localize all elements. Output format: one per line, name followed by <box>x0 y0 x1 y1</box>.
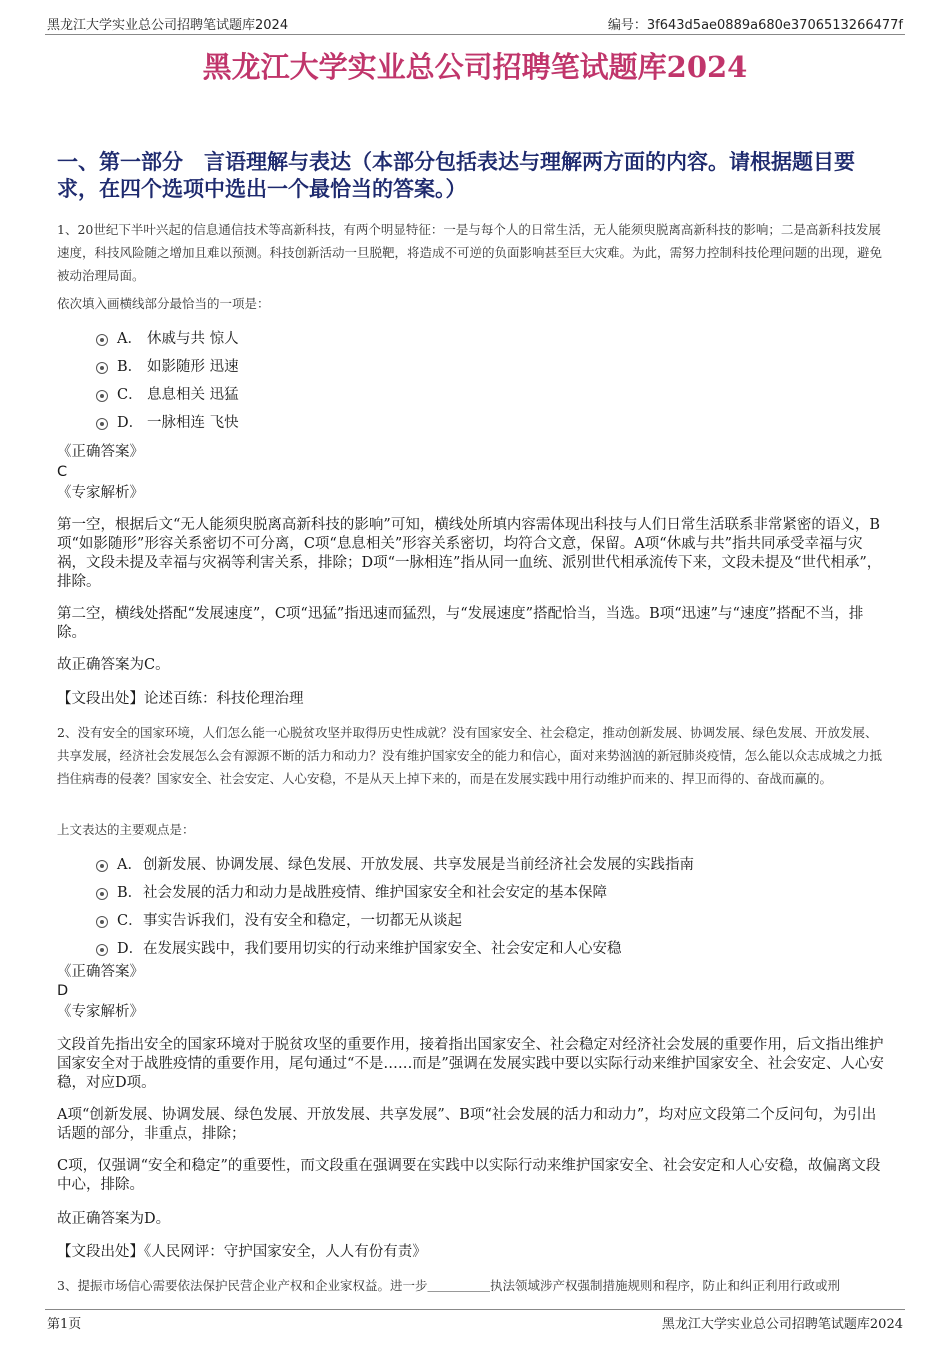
analysis-paragraph: C项，仅强调“安全和稳定”的重要性，而文段重在强调要在实践中以实际行动来维护国家安全、社会安定和人心安稳，故偏离文段中心，排除。 <box>57 1158 881 1193</box>
page-title: 黑龙江大学实业总公司招聘笔试题库2024 <box>202 50 748 84</box>
radio-icon[interactable] <box>96 362 108 374</box>
question-1-prompt: 依次填入画横线部分最恰当的一项是： <box>57 296 270 311</box>
header-left-title: 黑龙江大学实业总公司招聘笔试题库2024 <box>47 18 289 33</box>
footer-title: 黑龙江大学实业总公司招聘笔试题库2024 <box>661 1317 903 1332</box>
radio-icon[interactable] <box>96 916 108 928</box>
analysis-paragraph: A项“创新发展、协调发展、绿色发展、开放发展、共享发展”、B项“社会发展的活力和动力”，均对应文段第二个反问句，为引出话题的部分，非重点，排除； <box>57 1107 877 1142</box>
page-number: 第1页 <box>47 1317 82 1332</box>
option-d[interactable]: D． 在发展实践中，我们要用切实的行动来维护国家安全、社会安定和人心安稳 <box>96 935 890 963</box>
question-1-options <box>96 325 890 437</box>
analysis-label: 《专家解析》 <box>57 485 144 501</box>
analysis-label: 《专家解析》 <box>57 1004 144 1020</box>
option-b[interactable]: B． 如影随形 迅速 <box>96 353 890 381</box>
analysis-paragraph: 第一空，根据后文“无人能须臾脱离高新科技的影响”可知，横线处所填内容需体现出科技与人们日常生活联系非常紧密的语义，B项“如影随形”形容关系密切不可分离，C项“息息相关”形容关系密切，均符合文意，保留。A项“休戚与共”指共同承受幸福与灾祸，文段未提及幸福与灾祸等利害关系，排除；D项“一脉相连”指从同一血统、派别世代相承流传下来，文段未提及“世代相承”，排除。 <box>57 517 882 590</box>
question-2-options <box>96 851 890 963</box>
question-3-stem: 3、提振市场信心需要依法保护民营企业产权和企业家权益。进一步＿＿＿＿＿执法领域涉产权强制措施规则和程序，防止和纠正利用行政或刑 <box>57 1278 840 1293</box>
source-note: 【文段出处】《人民网评：守护国家安全，人人有份有责》 <box>57 1244 427 1260</box>
option-b[interactable]: B． 社会发展的活力和动力是战胜疫情、维护国家安全和社会安定的基本保障 <box>96 879 890 907</box>
radio-icon[interactable] <box>96 860 108 872</box>
radio-icon[interactable] <box>96 944 108 956</box>
answer-label: 《正确答案》 <box>57 444 144 460</box>
option-c[interactable]: C． 事实告诉我们，没有安全和稳定，一切都无从谈起 <box>96 907 890 935</box>
analysis-paragraph: 文段首先指出安全的国家环境对于脱贫攻坚的重要作用，接着指出国家安全、社会稳定对经济社会发展的重要作用，后文指出维护国家安全对于战胜疫情的重要作用，尾句通过“不是……而是”强调在发展实践中要以实际行动来维护国家安全、社会安定、人心安稳，对应D项。 <box>57 1037 884 1091</box>
option-a[interactable]: A． 创新发展、协调发展、绿色发展、开放发展、共享发展是当前经济社会发展的实践指南 <box>96 851 890 879</box>
radio-icon[interactable] <box>96 390 108 402</box>
radio-icon[interactable] <box>96 888 108 900</box>
radio-icon[interactable] <box>96 418 108 430</box>
option-c[interactable]: C． 息息相关 迅猛 <box>96 381 890 409</box>
radio-icon[interactable] <box>96 334 108 346</box>
option-d[interactable]: D． 一脉相连 飞快 <box>96 409 890 437</box>
analysis-paragraph: 第二空，横线处搭配“发展速度”，C项“迅猛”指迅速而猛烈，与“发展速度”搭配恰当，当选。B项“迅速”与“速度”搭配不当，排除。 <box>57 606 864 641</box>
answer-label: 《正确答案》 <box>57 964 144 980</box>
question-2-prompt: 上文表达的主要观点是： <box>57 822 195 837</box>
document-id: 编号：3f643d5ae0889a680e3706513266477f <box>607 18 903 33</box>
option-a[interactable]: A． 休戚与共 惊人 <box>96 325 890 353</box>
footer-divider <box>45 1309 905 1310</box>
header-divider <box>45 34 905 35</box>
question-1-stem: 1、20世纪下半叶兴起的信息通信技术等高新科技，有两个明显特征：一是与每个人的日常生活，无人能须臾脱离高新科技的影响；二是高新科技发展速度，科技风险随之增加且难以预测。科技创新活动一旦脱靶，将造成不可逆的负面影响甚至巨大灾难。为此，需努力控制科技伦理问题的出现，避免被动治理局面。 <box>57 222 883 283</box>
analysis-conclusion: 故正确答案为D。 <box>57 1211 171 1227</box>
source-note: 【文段出处】论述百练：科技伦理治理 <box>57 691 304 707</box>
answer-value: C <box>57 464 68 480</box>
answer-value: D <box>57 983 69 999</box>
section-heading: 一、第一部分 言语理解与表达（本部分包括表达与理解两方面的内容。请根据题目要求，在四个选项中选出一个最恰当的答案。） <box>57 149 855 201</box>
question-2-stem: 2、没有安全的国家环境，人们怎么能一心脱贫攻坚并取得历史性成就？没有国家安全、社会稳定，推动创新发展、协调发展、绿色发展、开放发展、共享发展，经济社会发展怎么会有源源不断的活力和动力？没有维护国家安全的能力和信心，面对来势汹汹的新冠肺炎疫情，怎么能以众志成城之力抵挡住病毒的侵袭？国家安全、社会安定、人心安稳，不是从天上掉下来的，而是在发展实践中用行动维护而来的、捍卫而得的、奋战而赢的。 <box>57 725 883 786</box>
analysis-conclusion: 故正确答案为C。 <box>57 657 170 673</box>
